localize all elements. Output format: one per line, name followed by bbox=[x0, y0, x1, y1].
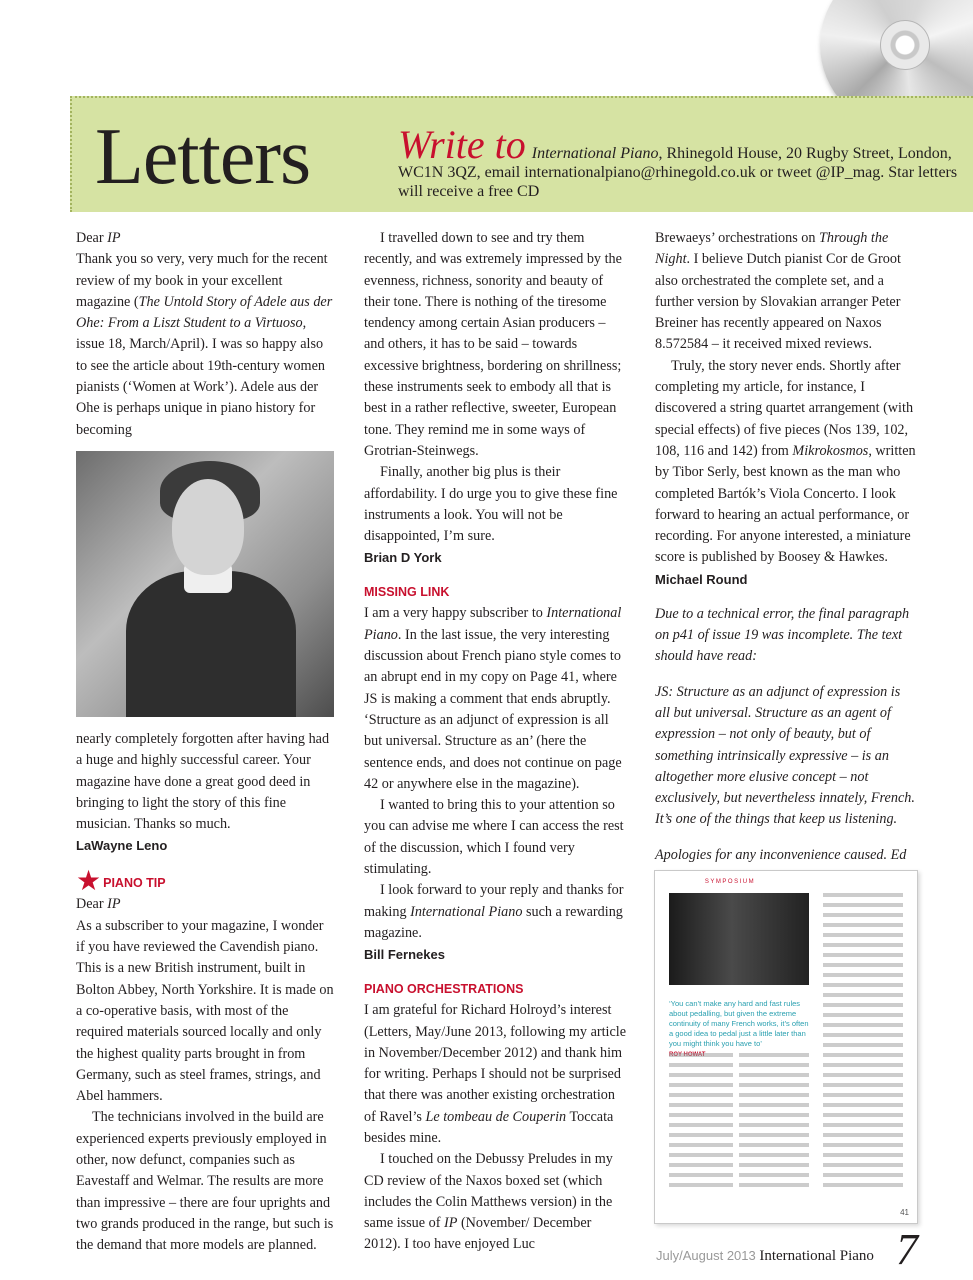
letter-paragraph: Finally, another big plus is their affordability. I do urge you to give these fine instruments a look. You will not be disappointed, I’m sure. bbox=[364, 464, 618, 545]
letter-paragraph: I look forward to your reply and thanks for making International Piano such a rewarding magazine. bbox=[364, 882, 624, 941]
page-number: 7 bbox=[896, 1225, 918, 1274]
letter-signature: Bill Fernekes bbox=[364, 947, 445, 963]
star-icon: ★ bbox=[76, 864, 102, 898]
page-title: Letters bbox=[95, 113, 311, 201]
portrait-photo bbox=[76, 451, 334, 717]
cd-hub bbox=[880, 20, 930, 70]
thumbnail-pull-quote: ‘You can’t make any hard and fast rules about pedalling, but given the extreme continuity of many French works, it’s often a good idea to pedal just a little later than you might think you have to’ bbox=[669, 999, 809, 1048]
letter-paragraph: I wanted to bring this to your attention so you can advise me where I can access the rest of the discussion, which I found very stimulating. bbox=[364, 797, 624, 878]
write-to-magazine: International Piano bbox=[531, 145, 659, 162]
page-41-thumbnail bbox=[654, 870, 918, 1224]
letter-paragraph: Truly, the story never ends. Shortly after completing my article, for instance, I discovered a string quartet arrangement (with special effects) of five pieces (Nos 139, 102, 108, 116 and 142) from Mikrokosmos, written by Tibor Serly, best known as the man who completed Bartók’s Viola Concerto. I look forward to hearing an actual performance, or recording. For anyone interested, a miniature score is published by Boosey & Hawkes. bbox=[655, 357, 916, 566]
letter-salutation: Dear IP bbox=[76, 896, 121, 913]
section-heading-piano-orchestrations: PIANO ORCHESTRATIONS bbox=[364, 982, 524, 997]
issue-date: July/August 2013 bbox=[656, 1248, 760, 1263]
erratum-note: Due to a technical error, the final paragraph on p41 of issue 19 was incomplete. The text should have read: bbox=[655, 605, 910, 665]
write-to-lead: Write to bbox=[398, 122, 526, 167]
thumbnail-section-header: SYMPOSIUM bbox=[704, 879, 756, 885]
column-2 bbox=[364, 228, 626, 1256]
letter-signature: Brian D York bbox=[364, 550, 442, 566]
column-3 bbox=[655, 228, 917, 866]
corrected-quote: JS: Structure as an adjunct of expression is all but universal. Structure as an agent of expression – not only of beauty, but of something intrinsically expressive – is an altogether more elusive concept – not exclusively, but nevertheless innately, French. It’s one of the things that keep us listening. bbox=[655, 683, 915, 828]
letter-paragraph: As a subscriber to your magazine, I wonder if you have reviewed the Cavendish piano. This is a new British instrument, built in Bolton Abbey, North Yorkshire. It is made on a co-operative basis, with most of the required materials sourced locally and only the highest quality parts brought in from Germany, such as steel frames, strings, and Abel hammers. bbox=[76, 917, 334, 1105]
letter-signature: LaWayne Leno bbox=[76, 838, 168, 854]
section-heading-missing-link: MISSING LINK bbox=[364, 585, 450, 600]
letter-paragraph: I touched on the Debussy Preludes in my CD review of the Naxos boxed set (which includes the Colin Matthews version) in the same issue of IP (November/ December 2012). I too have enjoyed Luc bbox=[364, 1151, 613, 1253]
column-1 bbox=[76, 228, 334, 1257]
folio bbox=[656, 1248, 874, 1264]
write-to-address: , Rhinegold House, 20 Rugby Street, London, WC1N 3QZ, email internationalpiano@rhinegold.co.uk or tweet @IP_mag. Star letters will receive a free CD bbox=[398, 145, 958, 200]
letter-paragraph: nearly completely forgotten after having had a huge and highly successful career. Your magazine have done a great good deed in bringing to light the story of this fine musician. Thanks so much. bbox=[76, 730, 330, 833]
thumbnail-page-number: 41 bbox=[900, 1208, 909, 1217]
apology-note: Apologies for any inconvenience caused. Ed bbox=[655, 846, 907, 863]
letter-paragraph: The technicians involved in the build are experienced experts previously employed in other, now defunct, companies such as Eavestaff and Welmar. The results are more than impressive – there are four uprights and two grands produced in the range, but such is the demand that more models are planned. bbox=[76, 1109, 334, 1254]
letter-paragraph: I travelled down to see and try them recently, and was extremely impressed by the evenness, richness, sonority and beauty of their tone. There is nothing of the tiresome tendency among certain Asian producers – and others, it has to be said – towards excessive brightness, bordering on shrillness; these instruments seek to embody all that is best in a rather reflective, sweeter, European tone. They remind me in some ways of Grotrian-Steinwegs. bbox=[364, 230, 622, 459]
magazine-name: International Piano bbox=[759, 1248, 874, 1264]
letter-salutation: Dear IP bbox=[76, 230, 121, 246]
section-heading-piano-tip: ★ PIANO TIP bbox=[76, 864, 166, 898]
thumbnail-photo bbox=[669, 893, 809, 985]
write-to-info bbox=[398, 122, 958, 201]
letter-paragraph: I am a very happy subscriber to International Piano. In the last issue, the very interesting discussion about French piano style comes to an abrupt end in my copy on Page 41, where JS is making a comment that ends abruptly. ‘Structure as an adjunct of expression is all but universal. Structure as an’ (here the sentence ends, and does not continue on page 42 or anywhere else in the magazine). bbox=[364, 605, 622, 792]
letter-paragraph: Brewaeys’ orchestrations on Through the Night. I believe Dutch pianist Cor de Groot also orchestrated the complete set, and a further version by Slovakian arranger Peter Breiner has recently appeared on Naxos 8.572584 – it received mixed reviews. bbox=[655, 230, 901, 353]
letter-signature: Michael Round bbox=[655, 571, 748, 587]
letter-paragraph: Thank you so very, very much for the recent review of my book in your excellent magazine (The Untold Story of Adele aus der Ohe: From a Liszt Student to a Virtuoso, issue 18, March/April). I was so happy also to see the article about 19th-century women pianists (‘Women at Work’). Adele aus der Ohe is perhaps unique in piano history for becoming bbox=[76, 251, 333, 438]
letter-paragraph: I am grateful for Richard Holroyd’s interest (Letters, May/June 2013, following my article in November/December 2012) and thank him for writing. Perhaps I should not be surprised that there was another existing orchestration of Ravel’s Le tombeau de Couperin Toccata besides mine. bbox=[364, 1002, 627, 1146]
